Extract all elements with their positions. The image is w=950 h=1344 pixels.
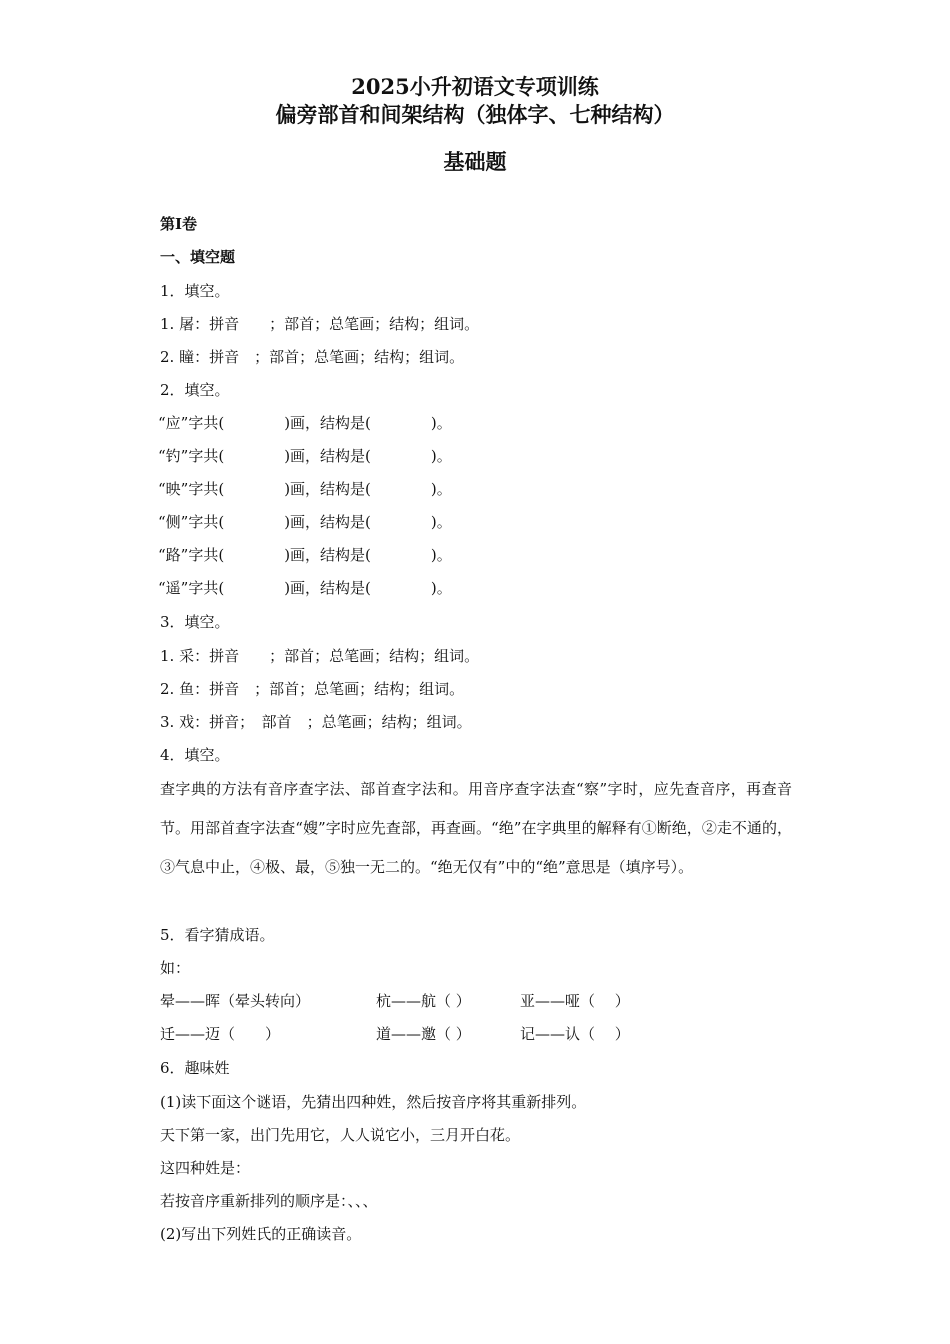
- q5-item: 杭——航（ ）: [376, 992, 471, 1010]
- q2-line: “应”字共( )画，结构是( )。: [158, 414, 452, 432]
- q4-paragraph: 查字典的方法有音序查字法、部首查字法和。用音序查字法查“察”字时，应先查音序，再查音节。用部首查字法查“嫂”字时应先查部，再查画。“绝”在字典里的解释有①断绝，②走不通的，③气息中止，④极、最，⑤独一无二的。“绝无仅有”中的“绝”意思是（填序号）。: [160, 780, 792, 876]
- q5-example-label: 如：: [160, 959, 191, 977]
- q2-line: “侧”字共( )画，结构是( )。: [158, 513, 452, 531]
- q3-heading: 3．填空。: [160, 613, 230, 631]
- q5-heading: 5．看字猜成语。: [160, 926, 275, 944]
- q4-heading: 4．填空。: [160, 746, 230, 764]
- q6-order-label: 若按音序重新排列的顺序是：、、、: [160, 1192, 378, 1210]
- document-title: 2025小升初语文专项训练: [351, 74, 599, 99]
- q5-item: 晕——晖（晕头转向）: [160, 992, 311, 1010]
- q6-sub1: (1)读下面这个谜语，先猜出四种姓，然后按音序将其重新排列。: [160, 1093, 587, 1111]
- volume-heading: 第I卷: [160, 215, 198, 233]
- document-subtitle: 基础题: [443, 149, 507, 174]
- q1-heading: 1．填空。: [160, 282, 230, 300]
- q5-item: 迁——迈（ ）: [160, 1025, 281, 1043]
- q2-line: “钓”字共( )画，结构是( )。: [158, 447, 452, 465]
- q1-line: 2. 瞳：拼音 ；部首；总笔画；结构；组词。: [160, 348, 465, 366]
- part-heading: 一、填空题: [160, 248, 236, 266]
- q2-line: “映”字共( )画，结构是( )。: [158, 480, 452, 498]
- q5-item: 记——认（ ）: [520, 1025, 630, 1043]
- q6-heading: 6．趣味姓: [160, 1059, 230, 1077]
- q6-answer-label: 这四种姓是：: [160, 1159, 251, 1177]
- q5-item: 道——邀（ ）: [376, 1025, 471, 1043]
- q2-line: “路”字共( )画，结构是( )。: [158, 546, 452, 564]
- q3-line: 1. 采：拼音 ；部首；总笔画；结构；组词。: [160, 647, 480, 665]
- q6-sub2: (2)写出下列姓氏的正确读音。: [160, 1225, 362, 1243]
- q6-riddle: 天下第一家，出门先用它，人人说它小，三月开白花。: [160, 1126, 521, 1144]
- q3-line: 3. 戏：拼音； 部首 ；总笔画；结构；组词。: [160, 713, 472, 731]
- q3-line: 2. 鱼：拼音 ；部首；总笔画；结构；组词。: [160, 680, 465, 698]
- q1-line: 1. 屠：拼音 ；部首；总笔画；结构；组词。: [160, 315, 480, 333]
- document-title-line2: 偏旁部首和间架结构（独体字、七种结构）: [275, 102, 675, 127]
- q2-heading: 2．填空。: [160, 381, 230, 399]
- q2-line: “遥”字共( )画，结构是( )。: [158, 579, 452, 597]
- q5-item: 亚——哑（ ）: [520, 992, 630, 1010]
